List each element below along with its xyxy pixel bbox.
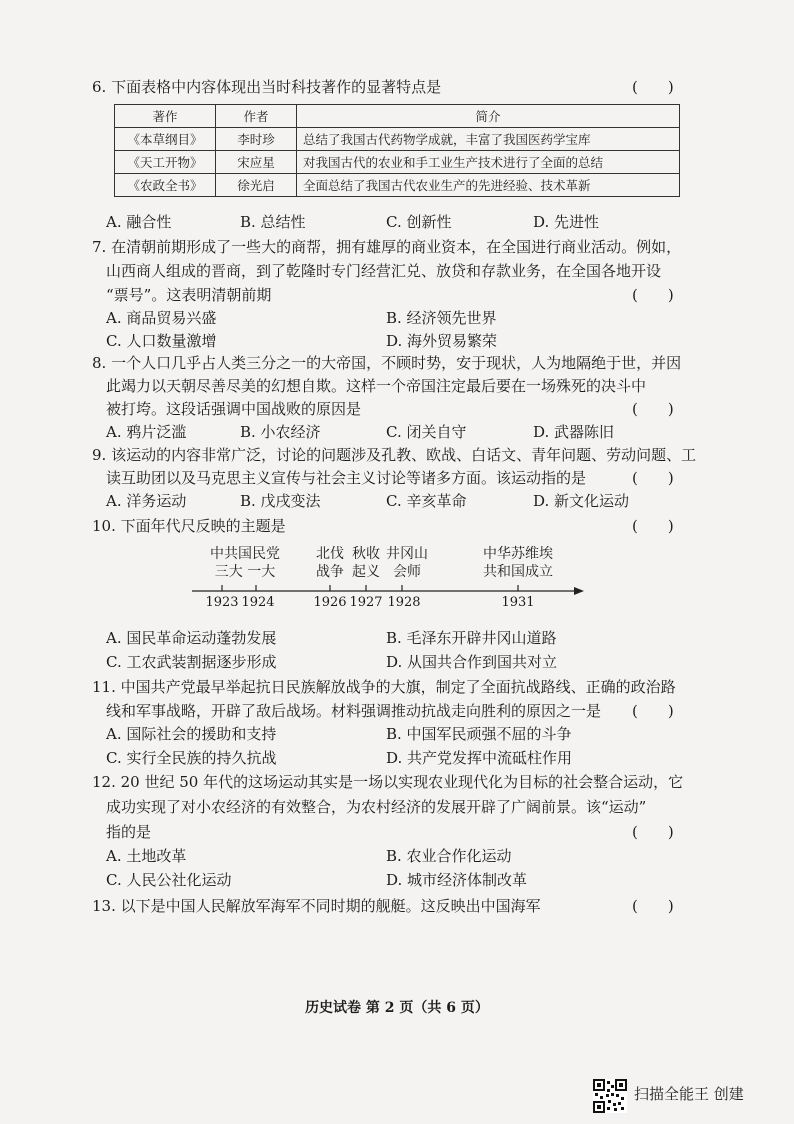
timeline-event-label: 三大 一大 bbox=[214, 564, 276, 580]
table-header: 简介 bbox=[297, 105, 680, 128]
q9-option-a: A. 洋务运动 bbox=[106, 492, 187, 510]
timeline-event-label: 战争 bbox=[316, 564, 344, 580]
table-cell: 《农政全书》 bbox=[115, 174, 216, 197]
table-cell: 徐光启 bbox=[216, 174, 297, 197]
q12-option-a: A. 土地改革 bbox=[106, 847, 187, 865]
timeline-year: 1923 bbox=[205, 595, 239, 610]
timeline-year: 1931 bbox=[501, 595, 535, 610]
q12-option-b: B. 农业合作化运动 bbox=[386, 847, 512, 865]
table-header-row bbox=[115, 105, 680, 128]
q8-option-b: B. 小农经济 bbox=[240, 423, 321, 441]
q9-option-c: C. 辛亥革命 bbox=[386, 492, 467, 510]
q8-line: 此竭力以天朝尽善尽美的幻想自欺。这样一个帝国注定最后要在一场殊死的决斗中 bbox=[106, 377, 647, 395]
timeline bbox=[190, 545, 590, 613]
q8-option-d: D. 武器陈旧 bbox=[533, 423, 615, 441]
timeline-event-label: 中华苏维埃 bbox=[483, 546, 553, 562]
q8-option-c: C. 闭关自守 bbox=[386, 423, 467, 441]
timeline-year: 1926 bbox=[313, 595, 347, 610]
q12-option-d: D. 城市经济体制改革 bbox=[386, 871, 528, 889]
table-cell: 《本草纲目》 bbox=[115, 128, 216, 151]
q8-option-a: A. 鸦片泛滥 bbox=[106, 423, 187, 441]
q10-stem: 10. 下面年代尺反映的主题是 bbox=[92, 517, 286, 535]
q7-line: “票号”。这表明清朝前期 bbox=[106, 286, 272, 304]
page-footer: 历史试卷 第 2 页（共 6 页） bbox=[305, 1000, 489, 1016]
timeline-year: 1927 bbox=[349, 595, 383, 610]
q9-line: 9. 该运动的内容非常广泛，讨论的问题涉及孔教、欧战、白话文、青年问题、劳动问题、工 bbox=[92, 446, 697, 464]
timeline-year: 1928 bbox=[387, 595, 421, 610]
q7-option-b: B. 经济领先世界 bbox=[386, 309, 497, 327]
q10-option-a: A. 国民革命运动蓬勃发展 bbox=[106, 629, 277, 647]
table-row bbox=[115, 151, 680, 174]
q7-answer-paren: ( ) bbox=[632, 286, 674, 304]
works-table bbox=[114, 104, 680, 197]
q9-option-b: B. 戊戌变法 bbox=[240, 492, 321, 510]
q7-line: 山西商人组成的晋商，到了乾隆时专门经营汇兑、放贷和存款业务，在全国各地开设 bbox=[106, 262, 662, 280]
table-cell: 总结了我国古代药物学成就，丰富了我国医药学宝库 bbox=[297, 128, 680, 151]
q6-stem: 6. 下面表格中内容体现出当时科技著作的显著特点是 bbox=[92, 78, 442, 96]
q10-option-b: B. 毛泽东开辟井冈山道路 bbox=[386, 629, 557, 647]
timeline-event-label: 中共国民党 bbox=[210, 546, 280, 562]
table-cell: 对我国古代的农业和手工业生产技术进行了全面的总结 bbox=[297, 151, 680, 174]
q10-answer-paren: ( ) bbox=[632, 517, 674, 535]
q12-line: 成功实现了对小农经济的有效整合，为农村经济的发展开辟了广阔前景。该“运动” bbox=[106, 798, 647, 816]
q6-option-d: D. 先进性 bbox=[533, 213, 600, 231]
timeline-event-label: 会师 bbox=[393, 564, 421, 580]
timeline-event-label: 秋收 bbox=[352, 546, 380, 562]
q12-option-c: C. 人民公社化运动 bbox=[106, 871, 232, 889]
q9-answer-paren: ( ) bbox=[632, 469, 674, 487]
timeline-event-label: 起义 bbox=[352, 564, 380, 580]
q7-line: 7. 在清朝前期形成了一些大的商帮，拥有雄厚的商业资本，在全国进行商业活动。例如， bbox=[92, 238, 682, 256]
table-row bbox=[115, 128, 680, 151]
table-cell: 李时珍 bbox=[216, 128, 297, 151]
q11-option-b: B. 中国军民顽强不屈的斗争 bbox=[386, 725, 572, 743]
q7-option-d: D. 海外贸易繁荣 bbox=[386, 332, 498, 350]
q11-line: 线和军事战略，开辟了敌后战场。材料强调推动抗战走向胜利的原因之一是 bbox=[106, 702, 602, 720]
table-cell: 《天工开物》 bbox=[115, 151, 216, 174]
scanner-watermark: 扫描全能王 创建 bbox=[634, 1085, 744, 1103]
q12-line: 指的是 bbox=[106, 823, 152, 841]
q6-answer-paren: ( ) bbox=[632, 78, 674, 96]
q12-answer-paren: ( ) bbox=[632, 823, 674, 841]
q11-answer-paren: ( ) bbox=[632, 702, 674, 720]
q8-line: 8. 一个人口几乎占人类三分之一的大帝国，不顾时势，安于现状，人为地隔绝于世，并因 bbox=[92, 354, 682, 372]
q10-option-d: D. 从国共合作到国共对立 bbox=[386, 653, 558, 671]
q9-line: 读互助团以及马克思主义宣传与社会主义讨论等诸多方面。该运动指的是 bbox=[106, 469, 587, 487]
q11-option-d: D. 共产党发挥中流砥柱作用 bbox=[386, 749, 573, 767]
q11-line: 11. 中国共产党最早举起抗日民族解放战争的大旗，制定了全面抗战路线、正确的政治路 bbox=[92, 678, 676, 696]
q6-option-c: C. 创新性 bbox=[386, 213, 452, 231]
q11-option-a: A. 国际社会的援助和支持 bbox=[106, 725, 277, 743]
table-cell: 全面总结了我国古代农业生产的先进经验、技术革新 bbox=[297, 174, 680, 197]
q8-line: 被打垮。这段话强调中国战败的原因是 bbox=[106, 400, 362, 418]
q6-option-b: B. 总结性 bbox=[240, 213, 306, 231]
qr-code-icon bbox=[593, 1079, 627, 1113]
table-row bbox=[115, 174, 680, 197]
table-cell: 宋应星 bbox=[216, 151, 297, 174]
timeline-year: 1924 bbox=[241, 595, 275, 610]
table-header: 著作 bbox=[115, 105, 216, 128]
q11-option-c: C. 实行全民族的持久抗战 bbox=[106, 749, 277, 767]
timeline-event-label: 井冈山 bbox=[386, 546, 428, 562]
q13-stem: 13. 以下是中国人民解放军海军不同时期的舰艇。这反映出中国海军 bbox=[92, 897, 541, 915]
q9-option-d: D. 新文化运动 bbox=[533, 492, 630, 510]
q13-answer-paren: ( ) bbox=[632, 897, 674, 915]
q7-option-a: A. 商品贸易兴盛 bbox=[106, 309, 217, 327]
table-header: 作者 bbox=[216, 105, 297, 128]
timeline-event-label: 共和国成立 bbox=[483, 564, 553, 580]
q10-option-c: C. 工农武装割据逐步形成 bbox=[106, 653, 277, 671]
q6-option-a: A. 融合性 bbox=[106, 213, 172, 231]
q8-answer-paren: ( ) bbox=[632, 400, 674, 418]
q7-option-c: C. 人口数量激增 bbox=[106, 332, 217, 350]
timeline-event-label: 北伐 bbox=[316, 546, 344, 562]
q12-line: 12. 20 世纪 50 年代的这场运动其实是一场以实现农业现代化为目标的社会整合运动，它 bbox=[92, 773, 684, 791]
